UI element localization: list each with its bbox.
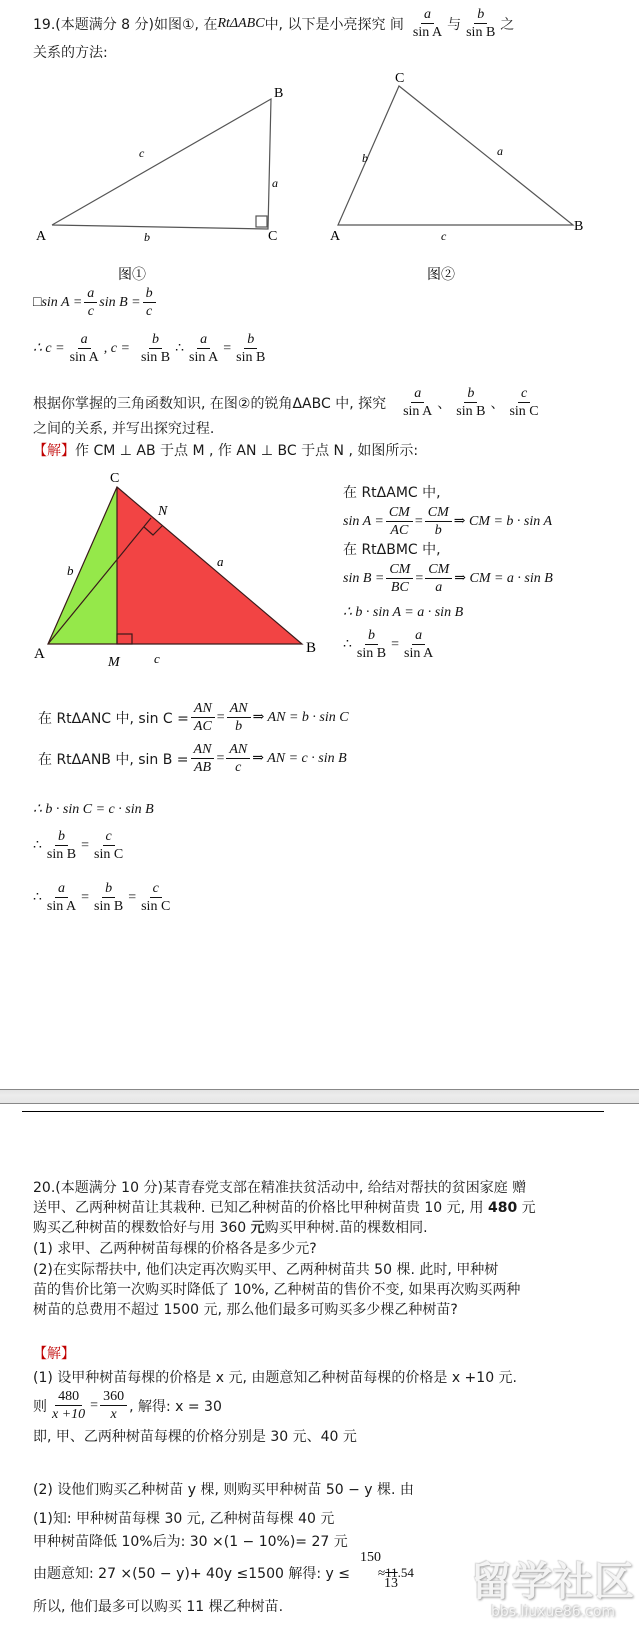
svg-text:c: c [139, 146, 145, 160]
svg-text:C: C [395, 71, 405, 86]
q19-right-derivation: 在 RtΔAMC 中, sin A = $\frac{CM}{AC}$ = $\frac{CM}{b}$ ⇒ CM = b · sin A 在 RtΔBMC 中, sin B = $\frac{CM}{BC}$ = $\frac{CM}{a}$ ⇒ CM = a · sin B ∴ b · sin A = a · sin B ∴ $\frac{b}{\text{sin B}}$ = $\frac{a}{\text{sin A}}$ [343, 485, 553, 661]
svg-text:B: B [274, 86, 284, 101]
figure-1-right-triangle [52, 99, 271, 229]
svg-text:b: b [144, 230, 150, 244]
svg-text:A: A [34, 646, 45, 662]
q19-conclusion-3: ∴ $\frac{a}{\text{sin A}}$ = $\frac{b}{\text{sin B}}$ = $\frac{c}{\text{sin C}}$ [33, 881, 171, 914]
q19-and: 与 [447, 16, 462, 33]
frac-a-sinA: $\frac{a}{\text{sin A}}$ [412, 7, 443, 40]
svg-text:C: C [110, 471, 120, 486]
svg-text:c: c [154, 651, 160, 666]
figures-1-2 [0, 60, 639, 283]
q19-solution-intro: 【解】 作 CM ⊥ AB 于点 M , 作 AN ⊥ BC 于点 N , 如图所示: [33, 440, 418, 460]
svg-text:N: N [158, 504, 168, 519]
q20-final-answer: 所以, 他们最多可以购买 11 棵乙种树苗. [33, 1599, 284, 1615]
q19-step2: ∴ c = $\frac{a}{\text{sin A}}$ , c = $\frac{b}{\text{sin B}}$ ∴ $\frac{a}{\text{sin A}}$ = $\frac{b}{\text{sin B}}$ [33, 332, 266, 365]
watermark-logo: 留学社区 bbs.liuxue86.com [471, 1559, 635, 1620]
svg-text:a: a [497, 144, 503, 158]
q19-conclusion-1: ∴ b · sin C = c · sin B [33, 802, 154, 817]
figure-2-acute-triangle [338, 86, 573, 225]
page-header-rule [22, 1111, 604, 1112]
q19-intro-text-b: 中, 以下是小亮探究 间 [264, 16, 404, 33]
svg-text:C: C [268, 229, 278, 244]
svg-text:a: a [272, 176, 278, 190]
svg-text:a: a [217, 554, 224, 569]
solution-tag: 【解】 [33, 443, 75, 459]
svg-text:图①: 图① [118, 268, 146, 283]
frac-b-sinB: $\frac{b}{\text{sin B}}$ [466, 7, 496, 40]
svg-text:c: c [441, 229, 447, 243]
q19-conclusion-2: ∴ $\frac{b}{\text{sin B}}$ = $\frac{c}{\text{sin C}}$ [33, 829, 124, 862]
q19-anc-line: 在 RtΔANC 中, sin C = $\frac{AN}{AC}$ = $\frac{AN}{b}$ ⇒ AN = b · sin C [38, 701, 349, 734]
svg-text:A: A [36, 229, 47, 244]
q20-equation: 则 $\frac{480}{x +10}$ = $\frac{360}{x}$ , 解得: x = 30 [33, 1389, 222, 1422]
svg-text:b: b [67, 563, 74, 578]
svg-text:A: A [330, 229, 341, 244]
q20-solution-2: (2) 设他们购买乙种树苗 y 棵, 则购买甲种树苗 50 − y 棵. 由 [33, 1482, 414, 1498]
q20-solution-1: (1) 设甲种树苗每棵的价格是 x 元, 由题意知乙种树苗每棵的价格是 x +10 元. [33, 1370, 517, 1386]
q19-intro-text: 19.(本题满分 8 分)如图①, 在 [33, 16, 218, 33]
q20-problem: 20.(本题满分 10 分)某青春党支部在精准扶贫活动中, 给结对帮扶的贫困家庭 赠 送甲、乙两种树苗让其栽种. 已知乙种树苗的价格比甲种树苗贵 10 元, 用 480 元 购买乙种树苗的棵数恰好与用 360 元购买甲种树.苗的棵数相同. (1) 求甲、乙两种树苗每棵的价格各是多少元? (2)在实际帮扶中, 他们决定再次购买甲、乙两种树苗共 50 棵. 此时, 甲种树 苗的售价比第一次购买时降低了 10%, 乙种树苗的售价不变, 如果再次购买两种 树苗的总费用不超过 1500 元, 那么他们最多可购买多少棵乙种树苗? [33, 1180, 536, 1318]
svg-text:M: M [108, 655, 120, 670]
svg-text:b: b [362, 151, 368, 165]
q20-discount: 甲种树苗降低 10%后为: 30 ×(1 − 10%)= 27 元 [33, 1534, 348, 1550]
q19-header [33, 6, 514, 41]
figure-3-colored-triangle [0, 460, 340, 680]
q19-zhi: 之 [500, 16, 515, 33]
page-separator [0, 1089, 639, 1104]
q19-anb-line: 在 RtΔANB 中, sin B = $\frac{AN}{AB}$ = $\frac{AN}{c}$ ⇒ AN = c · sin B [38, 742, 347, 775]
q19-intro-line2: 关系的方法: [33, 45, 108, 61]
q20-known: (1)知: 甲种树苗每棵 30 元, 乙种树苗每棵 40 元 [33, 1511, 335, 1527]
q20-solution-tag: 【解】 [33, 1346, 75, 1362]
q19-step1: □sin A = $\frac{a}{c}$ sin B = $\frac{b}{c}$ [33, 285, 158, 320]
svg-text:图②: 图② [427, 268, 455, 283]
q20-answer-1: 即, 甲、乙两种树苗每棵的价格分别是 30 元、40 元 [33, 1429, 357, 1445]
q19-task-line2: 之间的关系, 并写出探究过程. [33, 421, 215, 437]
svg-text:B: B [574, 219, 584, 234]
q19-task: 根据你掌握的三角函数知识, 在图②的锐角ΔABC 中, 探究 $\frac{a}{\text{sin A}}$ 、 $\frac{b}{\text{sin B}}$ 、 $\frac{c}{\text{sin C}}$ [33, 386, 539, 419]
svg-text:B: B [306, 640, 317, 656]
q20-inequality: 由题意知: 27 ×(50 − y)+ 40y ≤1500 解得: y ≤ 150 ≈11.54 13 [33, 1550, 414, 1591]
q19-rt-triangle: RtΔABC [217, 15, 265, 31]
